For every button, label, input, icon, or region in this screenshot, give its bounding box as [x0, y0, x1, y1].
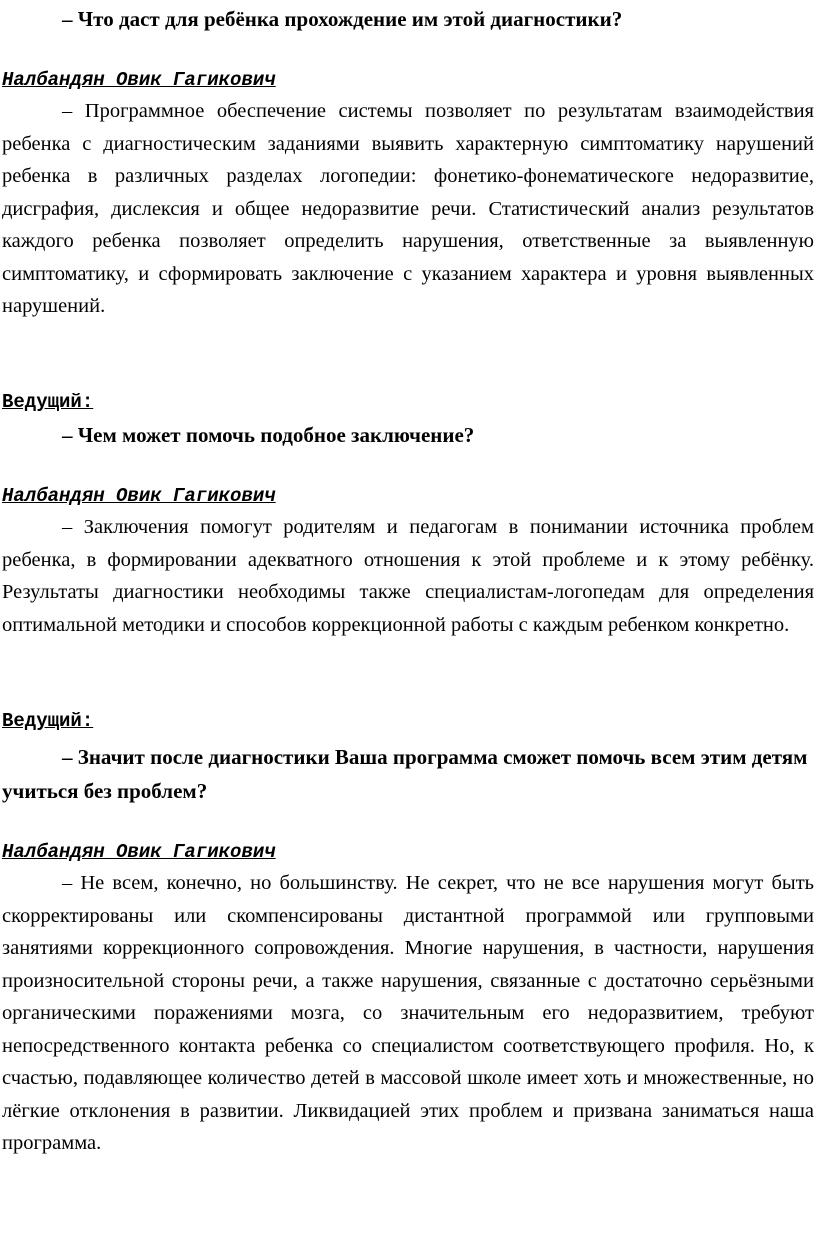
host-label-2: Ведущий:	[2, 710, 94, 732]
answer-2: – Заключения помогут родителям и педагогам в понимании источника проблем ребенка, в формировании адекватного отношения к этой проблеме и к этому ребёнку. Результаты диагностики необходимы также специалистам-логопедам для определения оптимальной методики и способов коррекционной работы с каждым ребенком конкретно.	[2, 516, 814, 636]
question-2: – Чем может помочь подобное заключение?	[62, 423, 475, 447]
question-3: – Значит после диагностики Ваша программа сможет помочь всем этим детям учиться без проблем?	[2, 745, 808, 803]
answer-1: – Программное обеспечение системы позволяет по результатам взаимодействия ребенка с диагностическим заданиями выявить характерную симптоматику нарушений ребенка в различных разделах логопедии: фонетико-фонематическоге недоразвитие, дисграфия, дислексия и общее недоразвитие речи. Статистический анализ результатов каждого ребенка позволяет определить нарушения, ответственные за выявленную симптоматику, и сформировать заключение с указанием характера и уровня выявленных нарушений.	[2, 100, 814, 317]
speaker-name-3: Налбандян Овик Гагикович	[2, 841, 276, 863]
speaker-name-2: Налбандян Овик Гагикович	[2, 485, 276, 507]
speaker-name-1: Налбандян Овик Гагикович	[2, 69, 276, 91]
question-1: – Что даст для ребёнка прохождение им этой диагностики?	[62, 7, 623, 31]
host-label-1: Ведущий:	[2, 391, 94, 413]
answer-3: – Не всем, конечно, но большинству. Не секрет, что не все нарушения могут быть скорректированы или скомпенсированы дистантной программой или групповыми занятиями коррекционного сопровождения. Многие нарушения, в частности, нарушения произносительной стороны речи, а также нарушения, связанные с достаточно серьёзными органическими поражениями мозга, со значительным его недоразвитием, требуют непосредственного контакта ребенка со специалистом соответствующего профиля. Но, к счастью, подавляющее количество детей в массовой школе имеет хоть и множественные, но лёгкие отклонения в развитии. Ликвидацией этих проблем и призвана заниматься наша программа.	[2, 872, 814, 1154]
